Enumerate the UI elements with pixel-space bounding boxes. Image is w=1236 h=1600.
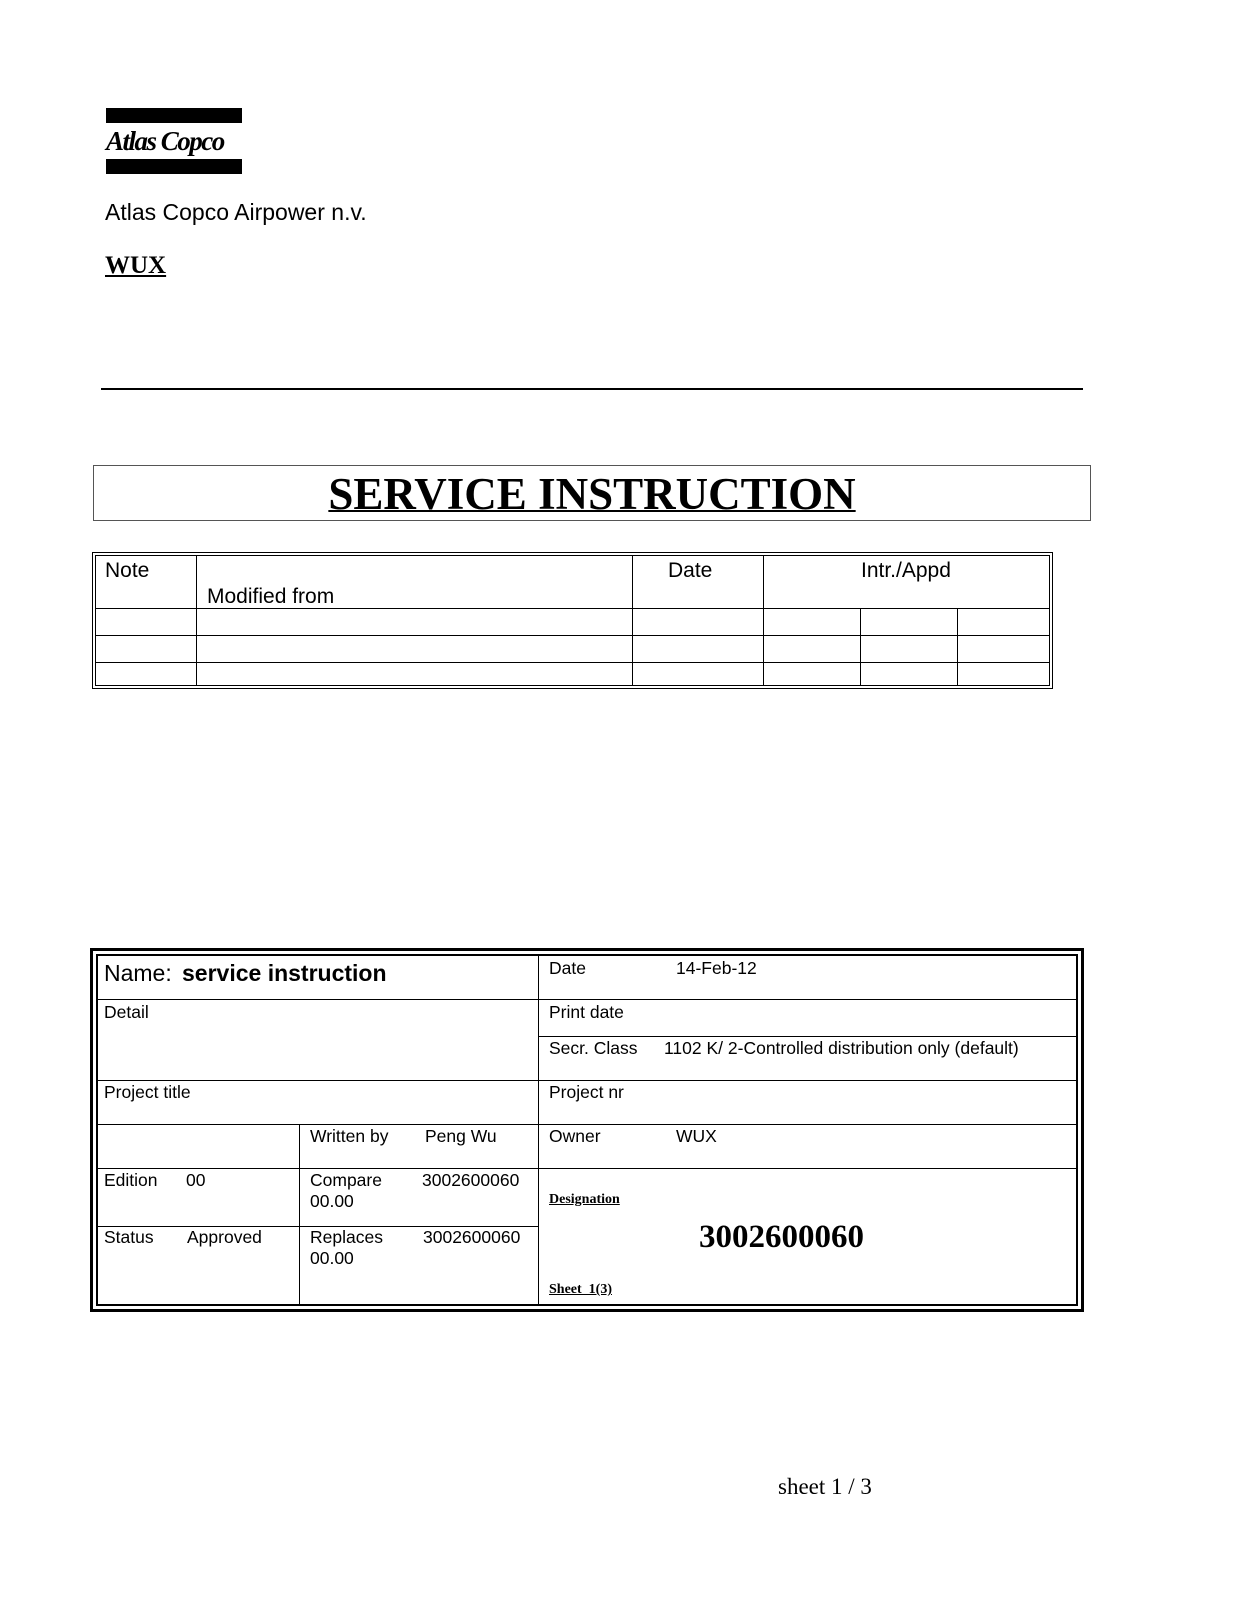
rev-header-intr-appd: Intr./Appd	[861, 559, 951, 582]
project-nr-label: Project nr	[549, 1082, 624, 1102]
rev-hline-3	[96, 662, 1050, 663]
owner-value: WUX	[676, 1126, 717, 1146]
print-date-label: Print date	[549, 1002, 624, 1022]
rev-header-modified-from: Modified from	[207, 585, 335, 608]
date-value: 14-Feb-12	[676, 958, 757, 978]
department-code: WUX	[105, 252, 167, 279]
rev-vline-2	[632, 556, 633, 686]
page-footer-sheet: sheet 1 / 3	[778, 1474, 872, 1499]
status-label: Status	[104, 1227, 154, 1247]
name-value: service instruction	[182, 960, 387, 986]
rev-vline-4	[860, 609, 861, 686]
logo-bar-bottom	[106, 159, 242, 174]
info-vline-left	[299, 1124, 300, 1305]
detail-label: Detail	[104, 1002, 149, 1022]
info-hline-project	[97, 1124, 1077, 1125]
rev-hline-2	[96, 635, 1050, 636]
replaces-label: Replaces	[310, 1227, 383, 1247]
designation-label: Designation	[549, 1192, 620, 1207]
document-title: SERVICE INSTRUCTION	[328, 469, 856, 519]
atlas-copco-logo	[106, 108, 242, 174]
secr-class-value: 1102 K/ 2-Controlled distribution only (default)	[664, 1038, 1019, 1058]
compare-value: 3002600060	[422, 1170, 520, 1190]
replaces-sub: 00.00	[310, 1248, 354, 1268]
written-by-value: Peng Wu	[425, 1126, 497, 1146]
edition-label: Edition	[104, 1170, 158, 1190]
title-box	[93, 465, 1091, 521]
designation-value: 3002600060	[699, 1219, 864, 1255]
secr-class-label: Secr. Class	[549, 1038, 638, 1058]
info-hline-written	[97, 1168, 1077, 1169]
status-value: Approved	[187, 1227, 262, 1247]
name-label: Name:	[104, 960, 172, 986]
sheet-label: Sheet 1(3)	[549, 1282, 612, 1297]
header-divider	[101, 388, 1083, 390]
owner-label: Owner	[549, 1126, 601, 1146]
date-label: Date	[549, 958, 586, 978]
rev-vline-3	[763, 556, 764, 686]
revision-table	[92, 552, 1053, 689]
logo-bar-top	[106, 108, 242, 123]
rev-vline-5	[957, 609, 958, 686]
info-hline-name	[97, 999, 1077, 1000]
rev-header-note: Note	[105, 559, 150, 582]
replaces-value: 3002600060	[423, 1227, 521, 1247]
project-title-label: Project title	[104, 1082, 191, 1102]
written-by-label: Written by	[310, 1126, 389, 1146]
rev-header-date: Date	[668, 559, 713, 582]
edition-value: 00	[186, 1170, 206, 1190]
compare-label: Compare	[310, 1170, 382, 1190]
info-hline-detail	[97, 1080, 1077, 1081]
info-hline-printdate	[539, 1036, 1077, 1037]
rev-vline-1	[196, 556, 197, 686]
logo-wordmark: Atlas Copco	[106, 126, 224, 156]
compare-sub: 00.00	[310, 1191, 354, 1211]
info-vline-center	[538, 955, 539, 1305]
company-name: Atlas Copco Airpower n.v.	[105, 199, 367, 225]
